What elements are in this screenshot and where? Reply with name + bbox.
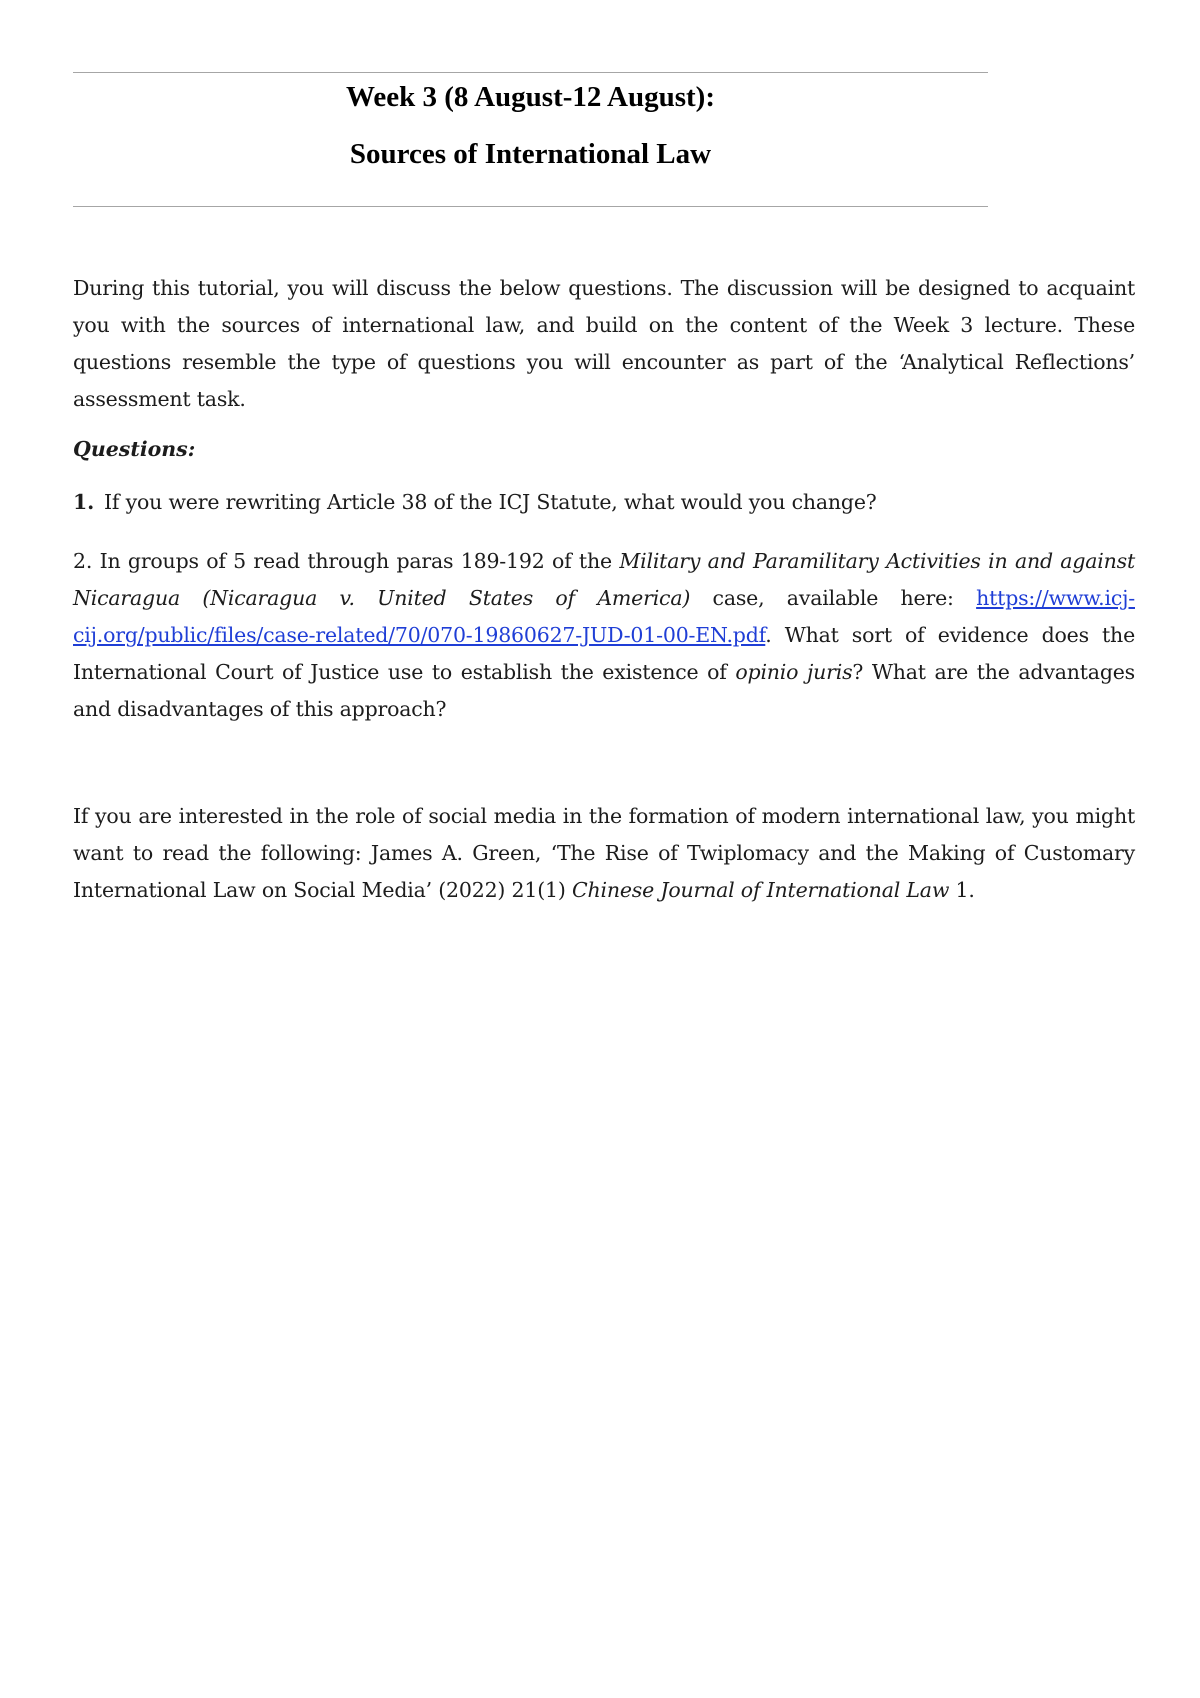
case-document-link[interactable]: https://www.icj-cij.org/public/files/case-related/70/070-19860627-JUD-01-00-EN.pdf	[73, 586, 1135, 647]
further-reading-suffix: 1.	[949, 878, 975, 902]
intro-paragraph: During this tutorial, you will discuss the below questions. The discussion will be designed to acquaint you with the sources of international law, and build on the content of the Week 3 lecture. These questions resemble the type of questions you will encounter as part of the ‘Analytical Reflections’ assessment task.	[73, 276, 1135, 411]
question-2-after-link: . What sort of evidence does the International Court of Justice use to establish the existence of	[73, 623, 1135, 684]
question-2-middle: case, available here:	[690, 586, 977, 610]
further-reading-prefix: If you are interested in the role of social media in the formation of modern international law, you might want to read the following: James A. Green, ‘The Rise of Twiplomacy and the Making of Customary International Law on Social Media’ (2022) 21(1)	[73, 804, 1135, 902]
question-1-number: 1.	[73, 490, 95, 514]
header-bottom-rule	[73, 206, 988, 207]
header-top-rule	[73, 72, 988, 73]
further-reading-paragraph	[73, 798, 1135, 909]
topic-title: Sources of International Law	[349, 138, 712, 170]
journal-name: Chinese Journal of International Law	[572, 878, 950, 902]
question-2-suffix: ? What are the advantages and disadvantages of this approach?	[73, 660, 1135, 721]
question-2-prefix: 2. In groups of 5 read through paras 189-192 of the	[73, 549, 620, 573]
week-title: Week 3 (8 August-12 August):	[346, 81, 715, 113]
case-name: Military and Paramilitary Activities in and against Nicaragua (Nicaragua v. United States of America)	[73, 549, 1135, 610]
questions-heading: Questions:	[73, 437, 196, 461]
opinio-juris-term: opinio juris	[735, 660, 853, 684]
question-1-text: If you were rewriting Article 38 of the ICJ Statute, what would you change?	[104, 490, 877, 514]
question-2	[73, 543, 1135, 728]
question-1	[73, 490, 877, 514]
